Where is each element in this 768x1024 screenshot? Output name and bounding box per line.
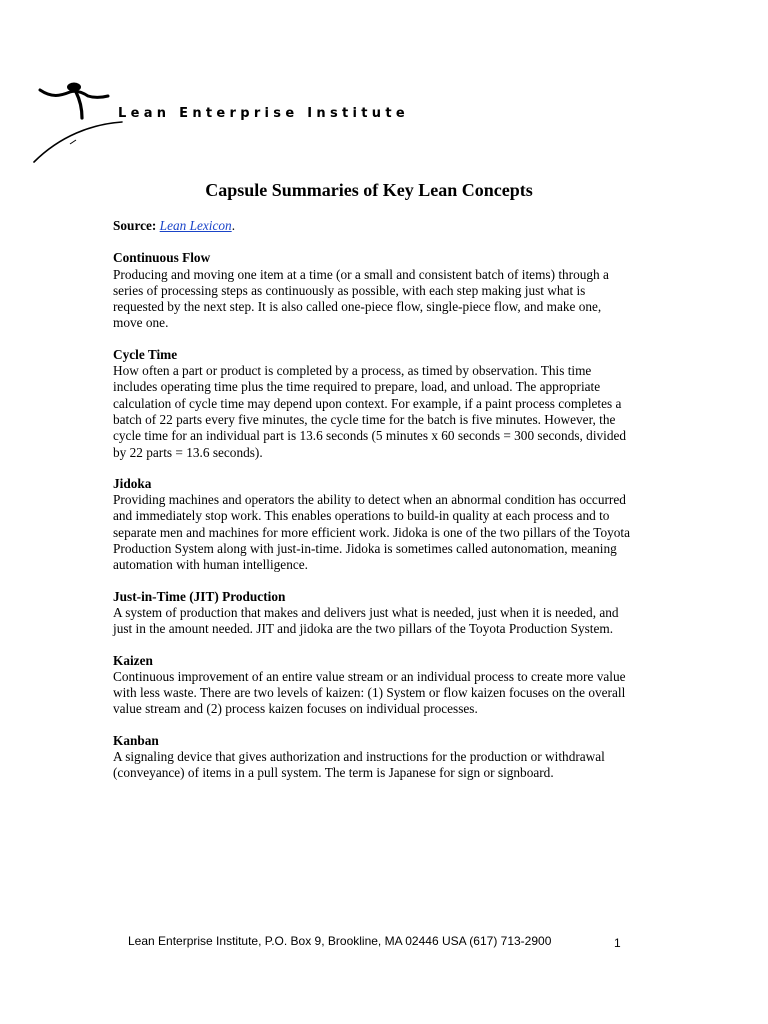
term-definition: A system of production that makes and delivers just what is needed, just when it is needed, and just in the amount needed. JIT and jidoka are the two pillars of the Toyota Production System. bbox=[113, 604, 619, 637]
source-link[interactable]: Lean Lexicon bbox=[159, 218, 232, 233]
term-heading: Continuous Flow bbox=[113, 250, 211, 266]
section-kaizen bbox=[113, 653, 633, 718]
source-trailing: . bbox=[231, 218, 236, 233]
term-definition: A signaling device that gives authorization and instructions for the production or withdrawal (conveyance) of items in a pull system. The term is Japanese for sign or signboard. bbox=[113, 749, 605, 781]
section-jidoka bbox=[113, 476, 633, 574]
footer-address: Lean Enterprise Institute, P.O. Box 9, Brookline, MA 02446 USA (617) 713-2900 bbox=[128, 934, 552, 948]
term-heading: Cycle Time bbox=[113, 346, 178, 362]
term-heading: Kanban bbox=[113, 732, 159, 748]
page-number: 1 bbox=[614, 936, 621, 950]
term-heading: Kaizen bbox=[113, 652, 153, 668]
section-cycle-time bbox=[113, 347, 633, 461]
term-heading: Just-in-Time (JIT) Production bbox=[113, 588, 286, 604]
section-kanban bbox=[113, 733, 633, 782]
term-heading: Jidoka bbox=[113, 475, 152, 491]
term-definition: How often a part or product is completed by a process, as timed by observation. This time includes operating time plus the time required to prepare, load, and unload. The appropriate calculation of cycle time may depend upon context. For example, if a paint process completes a batch of 22 parts every five minutes, the cycle time for the batch is five minutes. However, the cycle time for an individual part is 13.6 seconds (5 minutes x 60 seconds = 300 seconds, divided by 22 parts = 13.6 seconds). bbox=[113, 363, 627, 460]
section-continuous-flow bbox=[113, 250, 633, 331]
source-label: Source: bbox=[113, 218, 157, 233]
document-body bbox=[113, 218, 633, 797]
term-definition: Producing and moving one item at a time (or a small and consistent batch of items) through a series of processing steps as continuously as possible, with each step making just what is requested by the next step. It is also called one-piece flow, single-piece flow, and make one, move one. bbox=[113, 266, 609, 331]
lean-enterprise-institute-logo bbox=[30, 78, 150, 170]
organization-name: Lean Enterprise Institute bbox=[118, 106, 409, 121]
term-definition: Continuous improvement of an entire value stream or an individual process to create more value with less waste. There are two levels of kaizen: (1) System or flow kaizen focuses on the overall value stream and (2) process kaizen focuses on individual processes. bbox=[113, 668, 626, 717]
term-definition: Providing machines and operators the ability to detect when an abnormal condition has occurred and immediately stop work. This enables operations to build-in quality at each process and to separate men and machines for more efficient work. Jidoka is one of the two pillars of the Toyota Production System along with just-in-time. Jidoka is sometimes called autonomation, meaning automation with human intelligence. bbox=[113, 492, 631, 573]
source-line bbox=[113, 218, 633, 234]
section-just-in-time bbox=[113, 589, 633, 638]
document-title: Capsule Summaries of Key Lean Concepts bbox=[205, 180, 533, 200]
